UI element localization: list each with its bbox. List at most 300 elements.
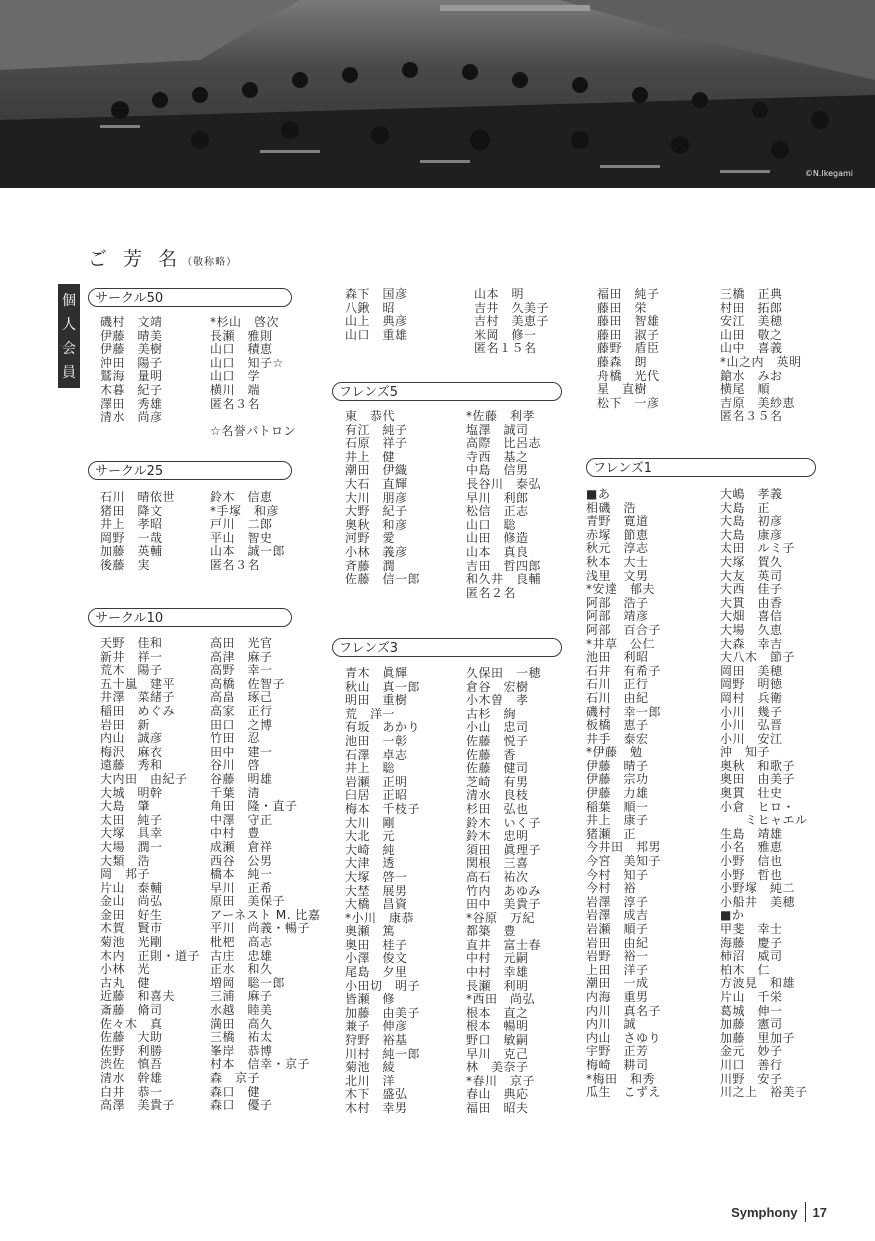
- member-name: 金田 好生: [100, 907, 163, 922]
- member-name: *梅田 和秀: [586, 1071, 656, 1086]
- name-column: [720, 488, 808, 1100]
- member-name: 千葉 清: [210, 785, 261, 800]
- member-name: 竹田 忍: [210, 731, 261, 746]
- member-name: 皆瀬 修: [345, 992, 396, 1007]
- member-name: 片山 泰輔: [100, 880, 163, 895]
- member-name: 福田 昭夫: [466, 1101, 529, 1115]
- member-name: 井上 康子: [586, 813, 649, 828]
- member-name: 山本 真良: [466, 544, 529, 559]
- member-name: 関根 三喜: [466, 856, 529, 871]
- member-name: 奥秋 和彦: [345, 517, 408, 532]
- member-name: 今井田 邦男: [586, 840, 662, 855]
- member-name: 中島 信男: [466, 463, 529, 478]
- member-name: 青野 寛道: [586, 514, 649, 529]
- member-name: 小野 信也: [720, 854, 783, 869]
- member-name: 大川 剛: [345, 815, 396, 830]
- member-name: 岩田 由紀: [586, 935, 649, 950]
- member-name: 古杉 絢: [466, 706, 517, 721]
- member-name: 井上 聡: [345, 761, 396, 776]
- member-name: 大島 正: [720, 500, 771, 515]
- member-name: 林 美奈子: [466, 1060, 529, 1075]
- member-name: *杉山 啓次: [210, 315, 280, 329]
- member-name: 八鍬 昭: [345, 300, 396, 315]
- member-name: 大塚 賀久: [720, 554, 783, 569]
- member-name: 伊藤 力雄: [586, 786, 649, 801]
- member-name: 大津 透: [345, 856, 396, 871]
- member-name: 上田 洋子: [586, 962, 649, 977]
- member-name: 谷藤 明雄: [210, 771, 273, 786]
- member-name: 清水 幹雄: [100, 1071, 163, 1085]
- member-name: 森口 健: [210, 1084, 261, 1099]
- member-name: 舟橋 光代: [597, 368, 660, 383]
- member-name: 和久井 良輔: [466, 572, 542, 587]
- member-name: 潮田 一成: [586, 976, 649, 991]
- member-name: 阿部 靖彦: [586, 609, 649, 624]
- member-name: 赤塚 節恵: [586, 527, 649, 542]
- member-name: 方波見 和雄: [720, 976, 796, 991]
- member-name: 大島 肇: [100, 799, 151, 814]
- member-name: 兼子 伸彦: [345, 1019, 408, 1034]
- member-name: 宇野 正芳: [586, 1044, 649, 1059]
- member-name: [210, 411, 296, 425]
- member-name: 伊藤 宗功: [586, 772, 649, 787]
- member-name: 三橋 正典: [720, 287, 783, 301]
- member-name: 米岡 修一: [474, 327, 537, 342]
- member-name: 芝崎 有男: [466, 774, 529, 789]
- member-name: *小川 康恭: [345, 910, 415, 925]
- member-name: 石川 正行: [586, 677, 649, 692]
- member-name: 斉藤 潤: [345, 558, 396, 573]
- member-name: 板橋 恵子: [586, 718, 649, 733]
- member-name: 荒木 陽子: [100, 663, 163, 678]
- member-name: 菊池 綾: [345, 1060, 396, 1075]
- member-name: 奥田 桂子: [345, 937, 408, 952]
- member-name: 星 直樹: [597, 382, 648, 397]
- name-column: [474, 288, 549, 356]
- member-name: 高田 光官: [210, 636, 273, 650]
- member-name: 明田 重樹: [345, 693, 408, 708]
- member-name: 横尾 順: [720, 382, 771, 397]
- member-name: 長瀬 雅則: [210, 328, 273, 343]
- member-name: 倉谷 宏樹: [466, 679, 529, 694]
- member-name: 川之上 裕美子: [720, 1085, 808, 1100]
- member-name: 太田 純子: [100, 812, 163, 827]
- member-name: 梅本 千枝子: [345, 801, 421, 816]
- name-column: [210, 316, 296, 438]
- member-name: 石川 由紀: [586, 690, 649, 705]
- member-name: 田中 美貴子: [466, 897, 542, 912]
- member-name: 大貫 由香: [720, 595, 783, 610]
- member-name: 中村 幸雄: [466, 965, 529, 980]
- member-name: 野口 敏嗣: [466, 1033, 529, 1048]
- member-name: 猪田 降文: [100, 503, 163, 518]
- member-name: 松信 正志: [466, 504, 529, 519]
- member-name: 川野 安子: [720, 1071, 783, 1086]
- member-name: 相磯 浩: [586, 500, 637, 515]
- name-column: [345, 288, 408, 342]
- member-name: 村本 信幸・京子: [210, 1057, 311, 1072]
- member-name: 春山 典応: [466, 1087, 529, 1102]
- member-name: 井澤 菜緒子: [100, 690, 176, 705]
- member-name: 中村 元嗣: [466, 951, 529, 966]
- member-name: 大森 幸吉: [720, 636, 783, 651]
- member-name: 根本 暢明: [466, 1019, 529, 1034]
- member-name: 大塚 啓一: [345, 869, 408, 884]
- group-header-friends3: フレンズ3: [332, 638, 562, 657]
- member-name: 秋山 真一郎: [345, 679, 421, 694]
- member-name: 橋本 純一: [210, 867, 273, 882]
- member-name: 岩澤 淳子: [586, 894, 649, 909]
- member-name: 大嶋 孝義: [720, 487, 783, 501]
- member-name: 古庄 忠雄: [210, 948, 273, 963]
- member-name: 佐藤 健司: [466, 761, 529, 776]
- member-name: 柏木 仁: [720, 962, 771, 977]
- member-name: 今村 裕: [586, 881, 637, 896]
- member-name: 木暮 紀子: [100, 382, 163, 397]
- orchestra-photo: [0, 0, 875, 188]
- member-name: 内海 重男: [586, 989, 649, 1004]
- member-name: 潮田 伊織: [345, 463, 408, 478]
- member-name: 小林 義彦: [345, 544, 408, 559]
- member-name: 藤田 淑子: [597, 327, 660, 342]
- member-name: 高家 正行: [210, 703, 273, 718]
- member-name: 佐藤 大助: [100, 1030, 163, 1045]
- member-name: 大野 紀子: [345, 504, 408, 519]
- member-name: ミヒャエル: [720, 813, 808, 828]
- member-name: 高畠 琢己: [210, 690, 273, 705]
- member-name: 渋佐 慎吾: [100, 1057, 163, 1072]
- member-name: 小川 幾子: [720, 704, 783, 719]
- magazine-brand: Symphony: [731, 1204, 798, 1220]
- member-name: 福田 純子: [597, 287, 660, 301]
- member-name: 加藤 由美子: [345, 1005, 421, 1020]
- member-name: 三橋 祐太: [210, 1030, 273, 1045]
- name-column: [586, 488, 661, 1100]
- member-name: 狩野 裕基: [345, 1033, 408, 1048]
- member-name: 須田 眞理子: [466, 842, 542, 857]
- member-name: 加藤 英輔: [100, 544, 163, 559]
- member-name: 内山 誠彦: [100, 731, 163, 746]
- member-name: 吉村 美恵子: [474, 314, 550, 329]
- member-name: 稲葉 順一: [586, 799, 649, 814]
- member-name: 池田 利昭: [586, 650, 649, 665]
- side-char: 個: [62, 293, 76, 309]
- heading-note: （敬称略）: [182, 257, 238, 268]
- name-column: [210, 637, 320, 1113]
- member-name: 高際 比呂志: [466, 436, 542, 451]
- member-name: 生島 靖雄: [720, 826, 783, 841]
- member-name: 小林 光: [100, 962, 151, 977]
- member-name: 井上 孝昭: [100, 517, 163, 532]
- member-name: 佐藤 信一郎: [345, 572, 421, 587]
- member-name: 竹内 あゆみ: [466, 883, 542, 898]
- member-name: 内川 誠: [586, 1017, 637, 1032]
- member-name: *手塚 和彦: [210, 503, 280, 518]
- member-name: 加藤 里加子: [720, 1030, 796, 1045]
- orchestra-photo-art: [0, 0, 875, 188]
- member-name: 伊藤 晴子: [586, 758, 649, 773]
- member-name: 大友 英司: [720, 568, 783, 583]
- member-name: 鈴木 忠明: [466, 829, 529, 844]
- member-name: 大島 康彦: [720, 527, 783, 542]
- member-name: 中村 豊: [210, 826, 261, 841]
- member-name: 有江 純子: [345, 422, 408, 437]
- member-name: 瓜生 こずえ: [586, 1085, 662, 1100]
- member-name: 浅里 文男: [586, 568, 649, 583]
- member-name: 小田切 明子: [345, 978, 421, 993]
- member-name: 古丸 健: [100, 975, 151, 990]
- member-name: 斎藤 脩司: [100, 1003, 163, 1018]
- member-name: 金山 尚弘: [100, 894, 163, 909]
- member-name: 内山 さゆり: [586, 1030, 662, 1045]
- member-name: 伊藤 美樹: [100, 342, 163, 357]
- member-name: 河野 愛: [345, 531, 396, 546]
- individual-members-label: [58, 284, 80, 388]
- member-name: 磯村 幸一郎: [586, 704, 662, 719]
- member-name: 井上 健: [345, 449, 396, 464]
- name-column: [345, 667, 420, 1116]
- name-column: [466, 410, 541, 600]
- member-name: 佐野 利勝: [100, 1043, 163, 1058]
- member-name: 大埜 展男: [345, 883, 408, 898]
- member-name: 早川 正希: [210, 880, 273, 895]
- member-name: *谷原 万紀: [466, 910, 536, 925]
- member-name: 井手 泰宏: [586, 731, 649, 746]
- member-name: 松下 一彦: [597, 395, 660, 410]
- member-name: 森下 国彦: [345, 287, 408, 301]
- member-name: *春川 京子: [466, 1073, 536, 1088]
- member-name: 平山 智史: [210, 530, 273, 545]
- member-name: 杉田 弘也: [466, 801, 529, 816]
- member-name: 鈴木 いく子: [466, 815, 542, 830]
- group-header-friends5: フレンズ5: [332, 382, 562, 401]
- member-name: 伊藤 晴美: [100, 328, 163, 343]
- member-name: 戸川 二郎: [210, 517, 273, 532]
- member-name: 石原 祥子: [345, 436, 408, 451]
- member-name: 西谷 公男: [210, 853, 273, 868]
- member-name: 岩澤 成吉: [586, 908, 649, 923]
- member-name: *井草 公仁: [586, 636, 656, 651]
- member-name: 奥瀬 篤: [345, 924, 396, 939]
- member-name: 大場 久恵: [720, 622, 783, 637]
- member-name: 小川 弘晋: [720, 718, 783, 733]
- member-name: 岩田 新: [100, 717, 151, 732]
- member-name: 谷川 啓: [210, 758, 261, 773]
- heading-title: ご 芳 名: [88, 248, 183, 270]
- member-name: 大北 元: [345, 829, 396, 844]
- member-name: 成瀬 倉祥: [210, 839, 273, 854]
- member-name: 岩野 裕一: [586, 949, 649, 964]
- member-name: 大塚 具幸: [100, 826, 163, 841]
- group-header-circle10: サークル10: [88, 608, 292, 627]
- side-char: 人: [62, 317, 76, 333]
- member-name: 田中 建一: [210, 744, 273, 759]
- member-name: 奥貫 壮史: [720, 786, 783, 801]
- member-name: 清水 尚彦: [100, 410, 163, 425]
- member-name: 臼居 正昭: [345, 788, 408, 803]
- member-name: 藤田 栄: [597, 300, 648, 315]
- member-name: 森口 優子: [210, 1098, 273, 1113]
- member-name: 匿名３５名: [720, 409, 783, 424]
- member-name: 長谷川 泰弘: [466, 476, 542, 491]
- group-header-circle50: サークル50: [88, 288, 292, 307]
- member-name: 匿名３名: [210, 396, 261, 411]
- name-column: [345, 410, 420, 587]
- name-column: [100, 637, 200, 1113]
- member-name: 三浦 麻子: [210, 989, 273, 1004]
- member-name: 森 京子: [210, 1071, 261, 1085]
- member-name: 小船井 美穂: [720, 894, 796, 909]
- member-name: 枇杷 高志: [210, 935, 273, 950]
- member-name: 大畑 喜信: [720, 609, 783, 624]
- member-name: 荒 洋一: [345, 706, 396, 721]
- member-name: 小澤 俊文: [345, 951, 408, 966]
- member-name: 青木 眞輝: [345, 666, 408, 680]
- member-name: 有坂 あかり: [345, 720, 421, 735]
- member-name: 大類 浩: [100, 853, 151, 868]
- member-name: 鷲海 量明: [100, 369, 163, 384]
- member-name: 増岡 聡一郎: [210, 975, 286, 990]
- member-name: 山中 喜義: [720, 341, 783, 356]
- member-name: 早川 克己: [466, 1046, 529, 1061]
- member-name: 山田 敬之: [720, 327, 783, 342]
- member-name: 吉井 久美子: [474, 300, 550, 315]
- member-name: ☆名誉パトロン: [210, 423, 297, 438]
- member-name: 平川 尚義・暢子: [210, 921, 311, 936]
- side-char: 員: [62, 365, 76, 381]
- member-name: 大場 潤一: [100, 839, 163, 854]
- member-name: 金元 妙子: [720, 1044, 783, 1059]
- member-name: 岡 邦子: [100, 867, 151, 882]
- member-name: 藤田 智雄: [597, 314, 660, 329]
- member-name: 木賀 賢市: [100, 921, 163, 936]
- member-name: 磯村 文靖: [100, 315, 163, 329]
- member-name: 柿沼 威司: [720, 949, 783, 964]
- member-name: 佐藤 悦子: [466, 733, 529, 748]
- name-column: [466, 667, 541, 1116]
- member-name: 匿名１５名: [474, 341, 537, 356]
- member-name: 大八木 節子: [720, 650, 796, 665]
- name-column: [100, 491, 175, 573]
- member-name: 内川 真名子: [586, 1003, 662, 1018]
- member-name: 佐藤 香: [466, 747, 517, 762]
- member-name: 阿部 浩子: [586, 595, 649, 610]
- name-column: [100, 316, 163, 425]
- member-name: 大西 佳子: [720, 582, 783, 597]
- member-name: ■あ: [586, 487, 611, 501]
- member-name: 山田 修造: [466, 531, 529, 546]
- member-name: 大川 朋彦: [345, 490, 408, 505]
- photo-credit: ©N.Ikegami: [804, 169, 853, 178]
- member-name: 清水 良枝: [466, 788, 529, 803]
- member-name: 甲斐 幸士: [720, 922, 783, 936]
- member-name: 寺西 基之: [466, 449, 529, 464]
- member-name: 川村 純一郎: [345, 1046, 421, 1061]
- member-name: 小山 忠司: [466, 720, 529, 735]
- member-name: 猪瀬 正: [586, 826, 637, 841]
- member-name: 稲田 めぐみ: [100, 703, 176, 718]
- member-name: 岡野 一哉: [100, 530, 163, 545]
- member-name: 正水 和久: [210, 962, 273, 977]
- footer-divider: [805, 1202, 806, 1222]
- member-name: 大内田 由紀子: [100, 771, 188, 786]
- member-name: 沖 知子: [720, 745, 771, 760]
- member-name: 石井 有希子: [586, 663, 662, 678]
- member-name: 小木曽 孝: [466, 693, 529, 708]
- member-name: 田口 之博: [210, 717, 273, 732]
- member-name: 岩瀬 正明: [345, 774, 408, 789]
- member-name: 近藤 和喜夫: [100, 989, 176, 1004]
- member-name: 水越 睦美: [210, 1003, 273, 1018]
- member-name: 小名 雅恵: [720, 840, 783, 855]
- member-name: 太田 ルミ子: [720, 541, 796, 556]
- member-name: 山口 聡: [466, 517, 517, 532]
- member-name: 小野 哲也: [720, 867, 783, 882]
- member-name: 山本 誠一郎: [210, 544, 286, 559]
- member-name: 吉田 哲四郎: [466, 558, 542, 573]
- member-name: 小倉 ヒロ・: [720, 799, 796, 814]
- member-name: *伊藤 勉: [586, 745, 643, 760]
- member-name: 吉原 美紗恵: [720, 395, 796, 410]
- member-name: 梅崎 耕司: [586, 1057, 649, 1072]
- member-name: 小野塚 純二: [720, 881, 796, 896]
- member-name: 秋元 淳志: [586, 541, 649, 556]
- member-name: 山口 知子☆: [210, 355, 284, 370]
- member-name: 峯岸 恭博: [210, 1043, 273, 1058]
- member-name: 白井 恭一: [100, 1084, 163, 1099]
- member-name: 木下 盛弘: [345, 1087, 408, 1102]
- member-name: 都築 豊: [466, 924, 517, 939]
- member-name: *西田 尚弘: [466, 992, 536, 1007]
- member-name: 根本 直之: [466, 1005, 529, 1020]
- member-name: 遠藤 秀和: [100, 758, 163, 773]
- side-char: 会: [62, 341, 76, 357]
- member-name: 久保田 一穂: [466, 666, 542, 680]
- member-name: 岡村 兵衛: [720, 690, 783, 705]
- member-name: 原田 美保子: [210, 894, 286, 909]
- member-name: ■か: [720, 908, 745, 923]
- member-name: 大崎 純: [345, 842, 396, 857]
- member-name: 木村 幸男: [345, 1101, 408, 1115]
- member-name: 早川 利郎: [466, 490, 529, 505]
- member-name: 佐々木 真: [100, 1016, 163, 1031]
- member-name: 匿名２名: [466, 585, 517, 600]
- member-name: 阿部 百合子: [586, 622, 662, 637]
- member-name: 片山 千栄: [720, 989, 783, 1004]
- member-name: 沖田 陽子: [100, 355, 163, 370]
- member-name: 高石 祐次: [466, 869, 529, 884]
- member-name: 鎗水 みお: [720, 368, 783, 383]
- member-name: 安江 美穂: [720, 314, 783, 329]
- member-name: 大城 明幹: [100, 785, 163, 800]
- member-name: 山上 典彦: [345, 314, 408, 329]
- member-name: 木内 正則・道子: [100, 948, 201, 963]
- member-name: 角田 隆・直子: [210, 799, 298, 814]
- name-column: [210, 491, 285, 573]
- member-name: 塩澤 誠司: [466, 422, 529, 437]
- member-name: 東 恭代: [345, 409, 396, 423]
- member-name: 高津 麻子: [210, 649, 273, 664]
- group-header-friends1: フレンズ1: [586, 458, 816, 477]
- member-name: 直井 富士春: [466, 937, 542, 952]
- page-footer: [731, 1202, 827, 1222]
- member-name: 岩瀬 順子: [586, 922, 649, 936]
- member-name: 小川 安江: [720, 731, 783, 746]
- member-name: 海藤 慶子: [720, 935, 783, 950]
- member-name: 満田 高久: [210, 1016, 273, 1031]
- member-name: 横川 端: [210, 382, 261, 397]
- member-name: アーネスト M. 比嘉: [210, 907, 321, 922]
